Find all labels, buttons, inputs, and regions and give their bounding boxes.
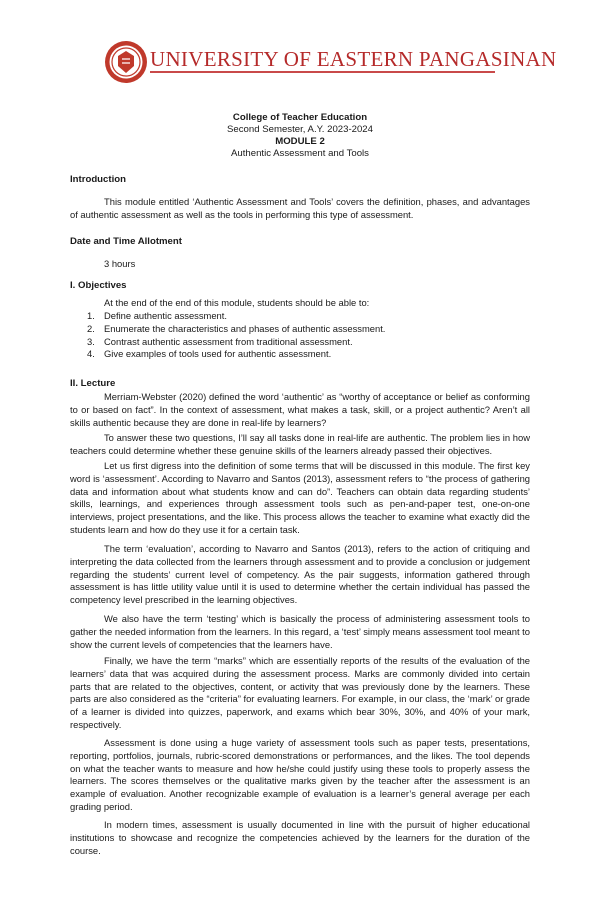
lecture-paragraph: In modern times, assessment is usually documented in line with the pursuit of higher educational institutions to showcase and recognize the competencies achieved by the learners for the duration of the course. [70,819,530,856]
semester-line: Second Semester, A.Y. 2023-2024 [227,124,373,135]
university-seal-logo [104,40,148,84]
lecture-paragraph: The term ‘evaluation’, according to Navarro and Santos (2013), refers to the action of critiquing and interpreting the data collected from the learners through assessment and to provide a conclusion or judgement regarding the students’ current level of competency. As the pair suggests, information gathered through assessment is has little utility value until it is used to determine whether the certain individual has passed the competency level prescribed in the learning objectives. [70,543,530,606]
header-divider [150,71,495,73]
lecture-paragraph: Merriam-Webster (2020) defined the word ‘authentic’ as “worthy of acceptance or belief as conforming to or based on fact”. In the context of assessment, what makes a task, skill, or a project authentic? Aren’t all skills authentic because they are done in real-life by learners? [70,391,530,428]
lecture-paragraph: Finally, we have the term “marks” which are essentially reports of the results of the evaluation of the learners’ data that was acquired during the assessment process. Marks are commonly divided into certain parts that are related to the objectives, content, or activity that was previously done by the learners. These parts are also considered as the “criteria” for evaluating learners. For example, in our class, the ‘mark’ or grade of a learner is divided into quizzes, paperwork, and exams which bear 30%, 30%, and 40% of your mark, respectively. [70,655,530,730]
allotment-heading: Date and Time Allotment [70,236,182,247]
objective-item: 4. Give examples of tools used for authentic assessment. [87,348,332,360]
objectives-list [87,310,385,361]
module-title: Authentic Assessment and Tools [231,148,369,159]
objectives-intro: At the end of the end of this module, students should be able to: [104,297,370,308]
lecture-paragraph: Assessment is done using a huge variety of assessment tools such as paper tests, presentations, reporting, portfolios, journals, rubric-scored demonstrations or performances, and the likes. The tool depends on what the teacher wants to measure and how he/she could justify using these tools to properly assess the learners. The scores themselves or the qualitative marks given by the teacher after the assessment is an example of evaluation. Another recognizable example of evaluation is a learner’s general average per each grading period. [70,737,530,812]
objective-item: 3. Contrast authentic assessment from traditional assessment. [87,335,353,347]
objective-item: 2. Enumerate the characteristics and phases of authentic assessment. [87,322,386,334]
lecture-paragraph: We also have the term ‘testing’ which is basically the process of administering assessment tools to gather the needed information from the learners. In this regard, a ‘test’ simply means assessment tool meant to show the current levels of competencies that the learners have. [70,613,530,650]
university-name: UNIVERSITY OF EASTERN PANGASINAN [150,47,557,71]
module-number: MODULE 2 [275,136,325,147]
college-name: College of Teacher Education [232,112,368,123]
lecture-paragraph: Let us first digress into the definition of some terms that will be discussed in this module. The first key word is ‘assessment’. According to Navarro and Santos (2013), assessment refers to “the process of gathering data and information about what students know and can do”. Teachers can obtain data regarding students’ skills, learnings, and experiences through assessment tools such as pen-and-paper test, one-on-one interviews, project presentations, and the like. This process allows the teacher to examine what exactly did the students learn and how do they use it for a certain task. [70,460,530,535]
introduction-heading: Introduction [70,174,126,185]
objective-item: 1. Define authentic assessment. [87,310,227,321]
lecture-paragraph: To answer these two questions, I’ll say all tasks done in real-life are authentic. The problem lies in how teachers could determine whether these genuine skills of the learners already passed their objectives. [70,432,530,456]
allotment-value: 3 hours [104,258,136,269]
objectives-heading: I. Objectives [70,280,127,291]
lecture-heading: II. Lecture [70,378,116,389]
introduction-text: This module entitled ‘Authentic Assessment and Tools’ covers the definition, phases, and advantages of authentic assessment as well as the tools in performing this type of assessment. [70,196,530,220]
